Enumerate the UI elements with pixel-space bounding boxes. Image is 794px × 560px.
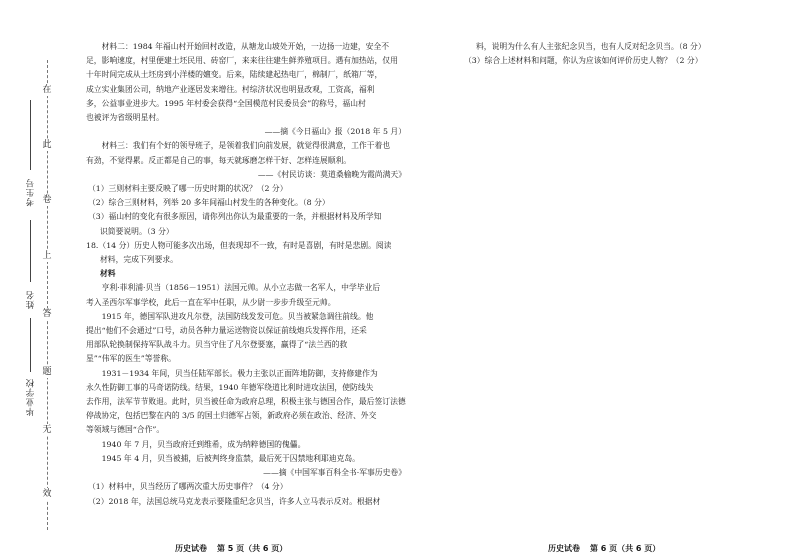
bio-line: 亨利·菲利浦·贝当（1856－1951）法国元帅。从小立志做一名军人，中学毕业后 [101, 283, 381, 293]
p1931-line: 去作用，法军节节败退。此时，贝当被任命为政府总理，积极主张与德国合作，最后签订法德 [86, 397, 406, 407]
material3-source: ——《村民访谈：莫道桑榆晚为霞尚满天》 [257, 169, 406, 179]
question-line: 料，说明为什么有人主张纪念贝当，也有人反对纪念贝当。（8 分） [476, 42, 706, 51]
p1915-line: 1915 年，德国军队进攻凡尔登，法国防线发发可危。贝当被紧急调往前线。他 [101, 311, 374, 321]
question-17-subquestions [86, 182, 406, 239]
footer-page-number: 第 5 页（共 6 页） [217, 544, 288, 553]
seal-char: 答 [42, 309, 52, 319]
material2-line: 材料二：1984 年福山村开始回村改造，从塘龙山坡处开始，一边扬一边建，安全不 [101, 42, 390, 51]
material2 [86, 40, 406, 139]
material3-line: 材料三：我们有个好的领导班子，是领着我们向前发展，就觉得很满意，工作干着也 [101, 141, 391, 151]
field-label-name: 姓名 [26, 290, 36, 309]
material-label: 材料 [100, 269, 116, 279]
seal-char: 无 [42, 425, 52, 435]
p1915-line: 提出“他们不会通过”口号，动员各种力量运送物资以保证前线炮兵发挥作用，还采 [86, 326, 367, 336]
right-page [462, 40, 762, 68]
seal-char: 上 [42, 251, 52, 261]
footer-title: 历史试卷 [548, 544, 580, 553]
left-page [86, 40, 406, 509]
question-line: （3）福山村的变化有很多原因，请你列出你认为最重要的一条，并根据材料及所学知 [88, 212, 382, 222]
p1931-line: 永久性防御工事的马奇诺防线。结果，1940 年德军绕道比利时进攻法国，使防线失 [86, 382, 374, 392]
seal-dashed-line [47, 60, 48, 530]
seal-char: 卷 [42, 195, 52, 205]
p1940-line: 1940 年 7 月，贝当政府迁到维希，成为纳粹德国的傀儡。 [101, 439, 306, 449]
question-line: （2）综合三则材料，列举 20 多年间福山村发生的各种变化。（8 分） [88, 198, 330, 208]
seal-char: 效 [42, 489, 52, 499]
field-label-exam-number: 考生号 [26, 178, 36, 207]
material2-line: 十年时间完成从土坯房到小洋楼的嬗变。后来，陆续建起热电厂，棉制厂，纸箱厂等， [86, 70, 383, 80]
field-label-school: 毕业学校 [26, 378, 36, 416]
p1915-line: 星”“伟军的医生”等誉称。 [86, 354, 176, 364]
question-line: （3）综合上述材料和问题，你认为应该如何评价历史人物？（2 分） [464, 56, 703, 66]
question-18-stem: 材料，完成下列要求。 [100, 255, 178, 265]
p1931-line: 停战协定，包括巴黎在内的 3/5 的国土归德军占领，新政府必须在政治、经济、外交 [86, 411, 377, 421]
binding-margin [0, 0, 62, 560]
field-line-school [30, 318, 31, 372]
field-line-name [30, 220, 31, 282]
material2-line: 也被评为省级明星村。 [86, 113, 164, 123]
material2-line: 多，公益事业进步大。1995 年村委会获得“全国模范村民委员会”的称号，福山村 [86, 98, 366, 108]
seal-char: 题 [42, 367, 52, 377]
bio-line: 考入圣西尔军事学校，此后一直在军中任职，从少尉一步步升级至元帅。 [86, 297, 336, 307]
question-line: 识简要说明。（3 分） [100, 226, 174, 236]
right-page-footer [548, 543, 660, 554]
material2-line: 成立实业集团公司，纳地产业逐居发来增往。村综济状况也明显改观，工资高，福利 [86, 84, 375, 94]
footer-title: 历史试卷 [175, 544, 207, 553]
seal-char: 此 [42, 140, 52, 150]
p1945-line: 1945 年 4 月，贝当被捕，后被判终身监禁，最后死于囚禁地利耶迪克岛。 [101, 453, 360, 463]
question-line: （1）材料中，贝当经历了哪两次重大历史事件？（4 分） [88, 482, 288, 492]
seal-char: 在 [42, 85, 52, 95]
p1931-line: 1931－1934 年间，贝当任陆军部长。极力主张以正面阵地防御，支持修建作为 [101, 368, 378, 378]
field-line-exam-number [30, 100, 31, 170]
material3 [86, 139, 406, 182]
footer-page-number: 第 6 页（共 6 页） [590, 544, 661, 553]
question-18 [86, 239, 406, 509]
p1915-line: 用部队轮换制保持军队战斗力。贝当守住了凡尔登要塞，赢得了“法兰西的救 [86, 340, 348, 350]
material2-line: 足，影响速度，村里便建土坯民用、砖窑厂，来来往往建生鲜养殖项目。遇有加热站，仅用 [86, 56, 398, 66]
question-18-stem: 18.（14 分）历史人物可能多次出场，但表现却不一致，有时是喜剧，有时是悲剧。阅读 [86, 240, 392, 250]
question-line: （1）三则材料主要反映了哪一历史时期的状况？（2 分） [88, 184, 288, 194]
material3-line: 有劲，不觉得累。反正都是自己的事，每天就琢磨怎样干好、怎样连展顺利。 [86, 155, 352, 165]
question-line: （2）2018 年，法国总统马克龙表示要隆重纪念贝当，许多人立马表示反对。根据材 [88, 496, 381, 506]
p1931-line: 等领域与德国“合作”。 [86, 425, 165, 435]
bio-source: ——摘《中国军事百科全书·军事历史卷》 [263, 468, 406, 478]
material2-source: ——摘《今日福山》报（2018 年 5 月） [264, 127, 406, 137]
left-page-footer [175, 543, 287, 554]
